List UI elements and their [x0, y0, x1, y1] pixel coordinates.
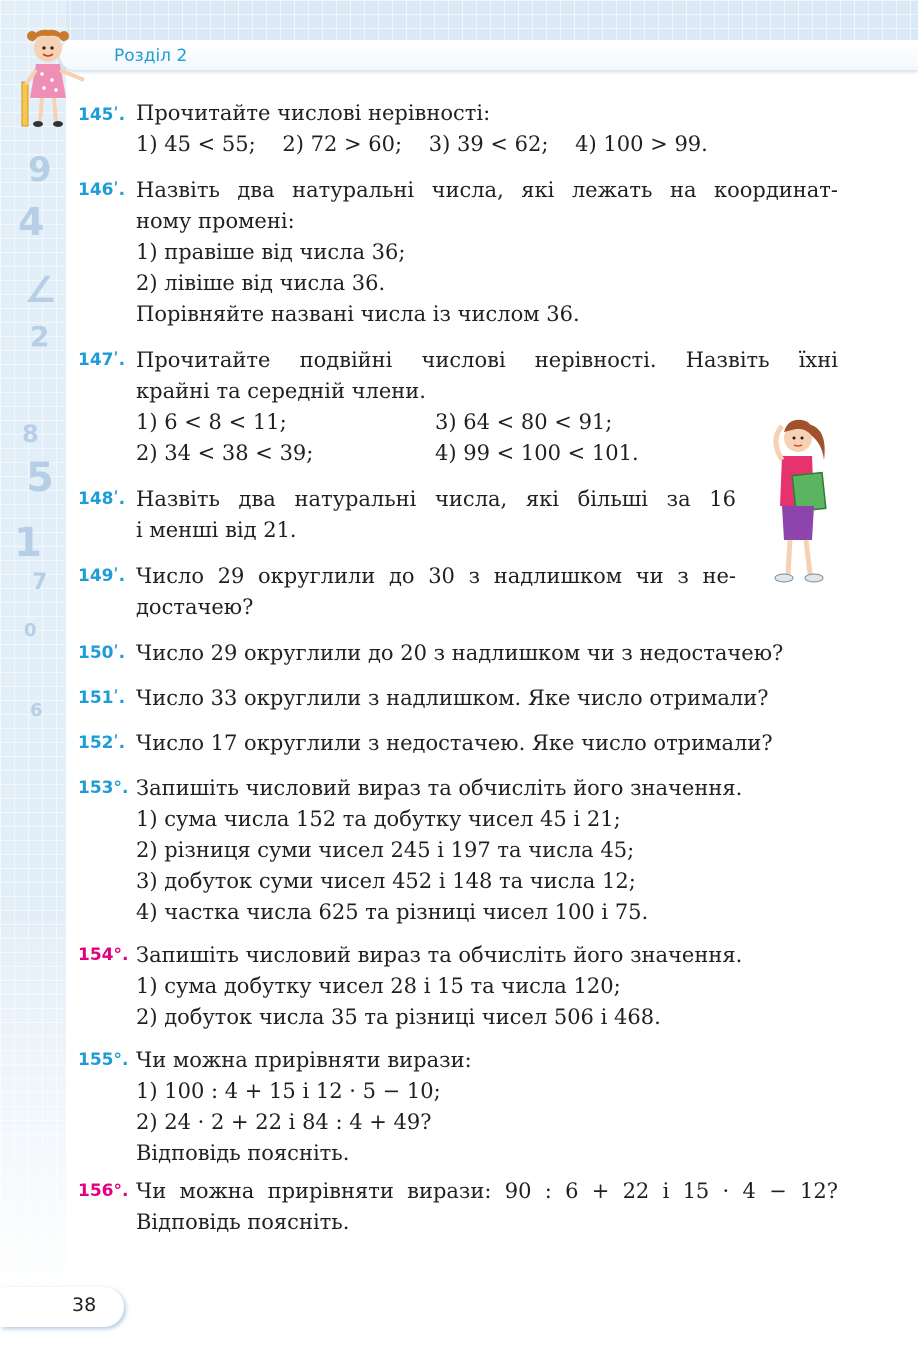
problem-line: Чи можна прирівняти вирази: [136, 1048, 472, 1072]
problem-line: 1) 45 < 55; 2) 72 > 60; 3) 39 < 62; 4) 100 > 99. [136, 132, 708, 156]
problem-line: 2) добуток числа 35 та різниці чисел 506 і 468. [136, 1005, 661, 1029]
problem-text [136, 561, 736, 623]
decor-digit-icon: 4 [18, 200, 45, 244]
problem-line: Прочитайте подвійні числові нерівності. Назвіть їхні [136, 348, 838, 372]
problem-number: 155°. [78, 1050, 129, 1070]
problem-text [136, 98, 708, 160]
problem-line: Число 29 округлили до 30 з надлишком чи з не- [136, 564, 736, 588]
problem-text [136, 175, 838, 330]
decor-digit-icon: 1 [14, 520, 42, 566]
problem-line: Запишіть числовий вираз та обчисліть його значення. [136, 776, 743, 800]
decor-digit-icon: 9 [28, 150, 52, 190]
problem-text [136, 940, 742, 1033]
problem-text [136, 683, 769, 714]
problem-line: і менші від 21. [136, 518, 297, 542]
problem-text [136, 728, 773, 759]
problem-line: 1) сума добутку чисел 28 і 15 та числа 120; [136, 974, 621, 998]
subitem: 1) 6 < 8 < 11; [136, 410, 287, 434]
problem-line: Запишіть числовий вираз та обчисліть його значення. [136, 943, 743, 967]
problem-line: Порівняйте названі числа із числом 36. [136, 302, 580, 326]
problem-number: 154°. [78, 945, 129, 965]
problem-number: 145ʹ. [78, 105, 126, 125]
problem-text [136, 484, 736, 546]
subitems-row [136, 407, 838, 438]
problem-text [136, 638, 783, 669]
problem-line: 3) добуток суми чисел 452 і 148 та числа 12; [136, 869, 636, 893]
problem-number: 152ʹ. [78, 733, 126, 753]
problem-text [136, 773, 742, 928]
problem-line: Число 17 округлили з недостачею. Яке число отримали? [136, 731, 773, 755]
problem-line: Прочитайте числові нерівності: [136, 101, 491, 125]
page-number-tab [0, 1287, 124, 1327]
problem-number: 156°. [78, 1181, 129, 1201]
problem-number: 146ʹ. [78, 180, 126, 200]
header-bar [60, 40, 918, 70]
problem-line: 2) лівіше від числа 36. [136, 271, 386, 295]
decor-digit-icon: 7 [32, 570, 48, 595]
problem-line: 1) сума числа 152 та добутку чисел 45 і 21; [136, 807, 621, 831]
problem-text [136, 345, 838, 469]
problem-text [136, 1176, 838, 1238]
problem-line: Число 29 округлили до 20 з надлишком чи з недостачею? [136, 641, 784, 665]
subitem: 2) 34 < 38 < 39; [136, 441, 314, 465]
problem-line: 2) 24 · 2 + 22 і 84 : 4 + 49? [136, 1110, 432, 1134]
decor-digit-icon: 0 [24, 620, 37, 641]
problem-line: Число 33 округлили з надлишком. Яке число отримали? [136, 686, 769, 710]
header-decoration [0, 0, 918, 40]
decor-digit-icon: 6 [30, 700, 43, 721]
decor-digit-icon: 8 [22, 420, 39, 448]
problem-line: Назвіть два натуральні числа, які більші за 16 [136, 487, 736, 511]
problem-line: достачею? [136, 595, 254, 619]
problem-line: крайні та середній члени. [136, 379, 426, 403]
decor-digit-icon: ∠ [24, 270, 57, 311]
subitem: 4) 99 < 100 < 101. [435, 441, 639, 465]
problem-number: 153°. [78, 778, 129, 798]
problem-line: 1) 100 : 4 + 15 і 12 · 5 − 10; [136, 1079, 441, 1103]
subitems-row [136, 438, 838, 469]
page-number: 38 [72, 1294, 97, 1316]
problem-line: Відповідь поясніть. [136, 1141, 350, 1165]
problem-line: 2) різниця суми чисел 245 і 197 та числа 45; [136, 838, 635, 862]
problem-number: 148ʹ. [78, 489, 126, 509]
problem-text [136, 1045, 472, 1169]
chapter-label: Розділ 2 [114, 46, 188, 66]
problem-line: ному промені: [136, 209, 295, 233]
problem-number: 149ʹ. [78, 566, 126, 586]
problem-number: 151ʹ. [78, 688, 126, 708]
problem-line: 4) частка числа 625 та різниці чисел 100 і 75. [136, 900, 649, 924]
decor-digit-icon: 5 [26, 455, 54, 501]
problem-number: 147ʹ. [78, 350, 126, 370]
problem-line: Відповідь поясніть. [136, 1210, 350, 1234]
problem-line: Назвіть два натуральні числа, які лежать на координат- [136, 178, 838, 202]
problem-line: 1) правіше від числа 36; [136, 240, 406, 264]
problem-number: 150ʹ. [78, 643, 126, 663]
margin-fade [0, 900, 66, 1300]
problem-line: Чи можна прирівняти вирази: 90 : 6 + 22 і 15 · 4 − 12? [136, 1179, 838, 1203]
decor-digit-icon: 2 [30, 320, 50, 353]
subitem: 3) 64 < 80 < 91; [435, 410, 613, 434]
